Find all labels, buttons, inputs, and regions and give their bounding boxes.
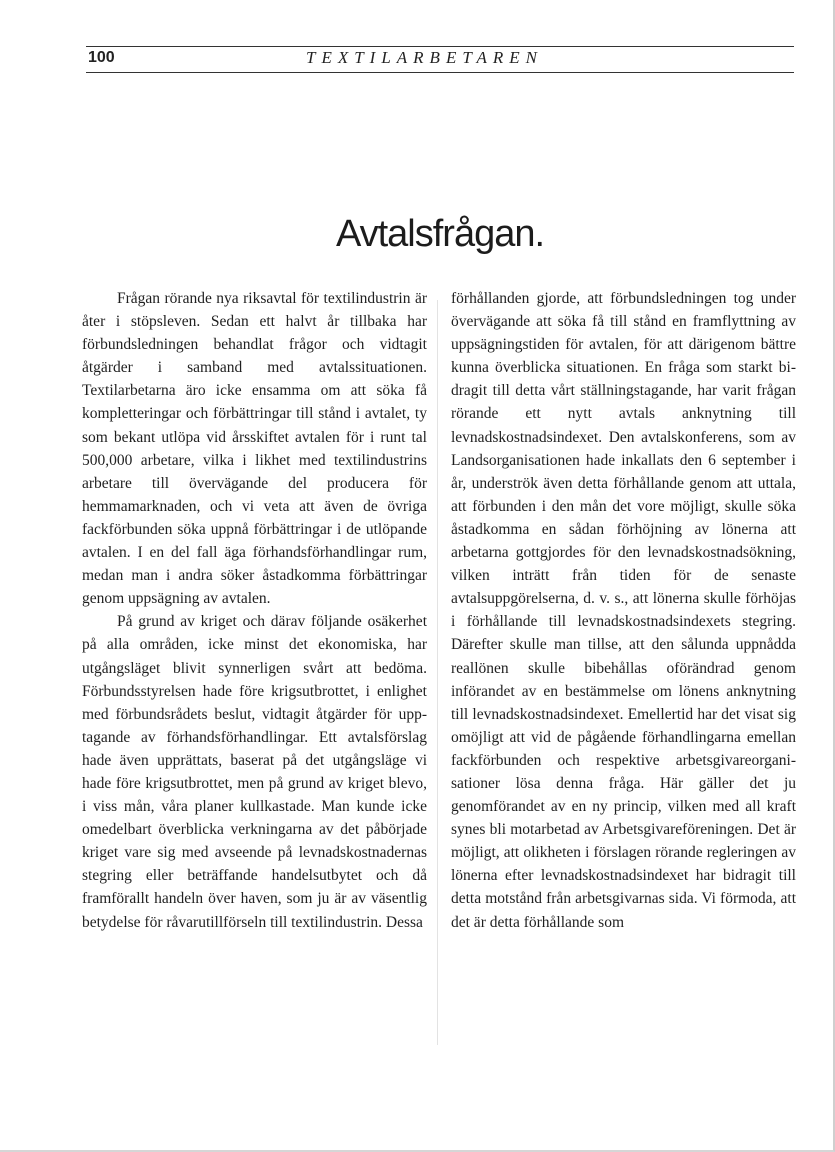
right-column: [451, 287, 796, 934]
paragraph-3: förhållanden gjorde, att förbundsledningen tog under övervägande att söka få till stånd en framflyttning av uppsägningstiden för avtalen, för att därigenom bättre kunna överblicka situationen. En fråga som starkt bidragit till detta vårt ställningstagande, har varit frågan rörande ett nytt avtals anknytning till levnadskostnadsindexet. Den avtalskonferens, som av Landsorganisationen hade inkallats den 6 september i år, underströk även detta förhållande genom att uttala, att förbunden i den mån det vore möjligt, skulle söka åstadkomma en sådan förhöjning av lönerna att arbetarna gottgjordes för den levnadskostnadsökning, vilken inträtt från tiden för de senaste avtalsuppgörelserna, d. v. s., att lönerna skulle förhöjas i förhållande till levnadskostnadsindexets stegring. Därefter skulle man tillse, att den sålunda uppnådda reallönen skulle bibehållas oförändrad genom införandet av en bestämmelse om lönens anknytning till levnadskostnadsindexet. Emellertid har det visat sig omöjligt att vid de pågående förhandlingarna emellan fackförbunden och respektive arbetsgivareorganisationer lösa denna fråga. Här gäller det ju genomförandet av en ny princip, vilken med all kraft synes bli motarbetad av Arbetsgivareföreningen. Det är möjligt, att olikheten i förslagen rörande regleringen av lönerna efter levnadskostnadsindexet har bidragit till detta motstånd från arbetsgivarnas sida. Vi förmoda, att det är detta förhållande som: [451, 290, 796, 931]
page-number: 100: [88, 49, 115, 66]
column-divider: [437, 300, 438, 1045]
paragraph-2: På grund av kriget och därav följande osäkerhet på alla områden, icke minst det ekonomiska, har utgångsläget blivit synnerligen svårt att bedöma. Förbundsstyrelsen hade före krigsutbrottet, i enlighet med förbundsrådets beslut, vidtagit åtgärder för upptagande av förhandsförhandlingar. Ett avtalsförslag hade även upprättats, baserat på det utgångsläge vi hade före krigsutbrottet, men på grund av kriget blevo, i viss mån, våra planer kullkastade. Man kunde icke omedelbart överblicka verkningarna av det påbörjade kriget vare sig med avseende på levnadskostnadernas stegring eller beträffande handelsutbytet och då framförallt handeln över haven, som ju är av väsentlig betydelse för råvarutillförseln till textilindustrin. Dessa: [82, 613, 427, 931]
left-column: [82, 287, 427, 934]
article-title: Avtalsfrågan.: [335, 213, 545, 255]
running-head: TEXTILARBETAREN: [306, 48, 544, 67]
header-top-rule: [86, 46, 794, 47]
header-bottom-rule: [86, 72, 794, 73]
paragraph-1: Frågan rörande nya riksavtal för textilindustrin är åter i stöpsleven. Sedan ett halvt år tillbaka har förbundsledningen behandlat frågor och vidtagit åtgärder i samband med avtalssituationen. Textilarbetarna äro icke ensamma om att söka få kompletteringar och förbättringar till stånd i avtalet, ty som bekant utlöpa vid årsskiftet avtalen för i runt tal 500,000 arbetare, vilka i likhet med textilindustrins arbetare till övervägande del producera för hemmamarknaden, och vi veta att även de övriga fackförbunden söka uppnå förbättringar i de utlöpande avtalen. I en del fall äga förhandsförhandlingar rum, medan man i andra söker åstadkomma förbättringar genom uppsägning av avtalen.: [82, 290, 427, 608]
